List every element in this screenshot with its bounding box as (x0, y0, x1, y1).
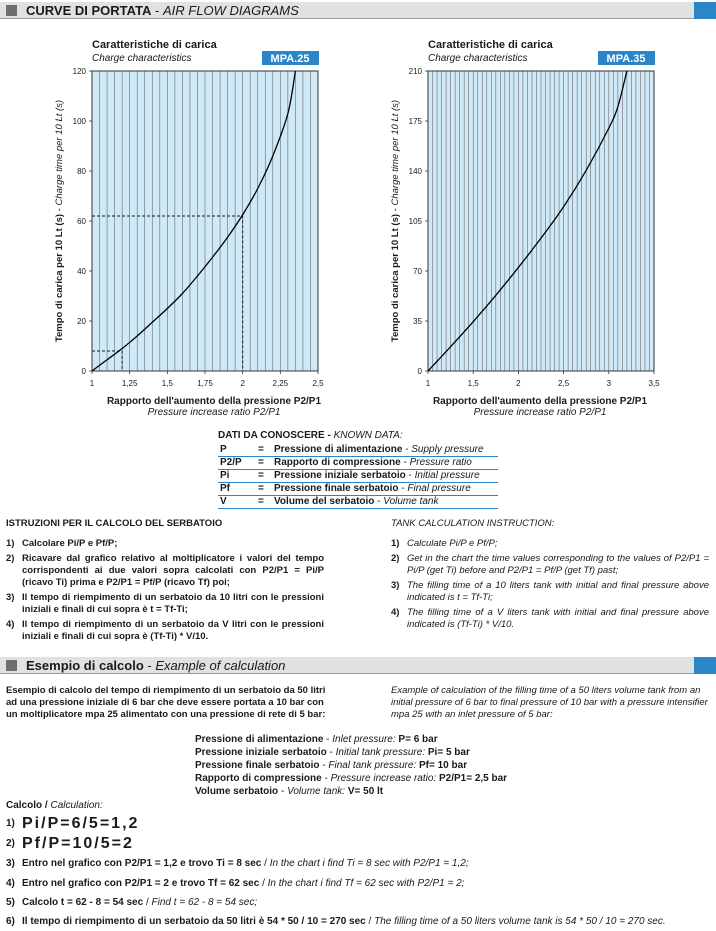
y-tick-label: 60 (77, 217, 86, 226)
example-data (195, 733, 507, 798)
y-tick-label: 70 (413, 267, 422, 276)
y-tick-label: 20 (77, 317, 86, 326)
chart-subtitle: Charge characteristics (428, 53, 528, 64)
known-row: P = Pressione di alimentazione - Supply pressure (218, 444, 498, 457)
example-data-row: Pressione iniziale serbatoio - Initial tank pressure: Pi= 5 bar (195, 747, 470, 758)
example-text-english: Example of calculation of the filling time of a 50 liters volume tank from an initial pressure of 6 bar to final pressure of 10 bar with a pressure intensifier mpa 25 with an inlet pressure of 5 bar: (391, 685, 708, 720)
instructions-english (391, 518, 709, 634)
y-tick-label: 0 (81, 367, 86, 376)
y-tick-label: 100 (72, 117, 86, 126)
known-row: V = Volume del serbatoio - Volume tank (218, 496, 498, 509)
x-tick-label: 2 (240, 379, 245, 388)
known-data-title: DATI DA CONOSCERE - KNOWN DATA: (218, 430, 403, 441)
instructions-title: TANK CALCULATION INSTRUCTION: (391, 518, 555, 529)
known-row: P2/P = Rapporto di compressione - Pressure ratio (218, 457, 498, 470)
accent-tab (694, 657, 716, 674)
x-tick-label: 1,75 (197, 379, 213, 388)
chart-mpa25 (40, 36, 370, 391)
y-tick-label: 105 (408, 217, 422, 226)
x-tick-label: 1 (425, 379, 431, 388)
x-tick-label: 1,5 (467, 379, 479, 388)
example-text-italian: Esempio di calcolo del tempo di riempimento di un serbatoio da 50 litri ad una pressione iniziale di 6 bar che deve essere portata a 10 bar con un moltiplicatore mpa 25 alimentato con una pressione di rete di 5 bar: (6, 685, 326, 720)
y-tick-label: 35 (413, 317, 422, 326)
calc-equation-2: 2) Pf/P=10/5=2 (6, 835, 134, 852)
example-data-row: Pressione finale serbatoio - Final tank pressure: Pf= 10 bar (195, 760, 468, 771)
chart-subtitle: Charge characteristics (92, 53, 192, 64)
x-tick-label: 3 (606, 379, 612, 388)
section-title: Esempio di calcolo - Example of calculation (26, 658, 286, 673)
x-tick-label: 1,5 (161, 379, 173, 388)
x-axis-label-chart1: Rapporto dell'aumento della pressione P2/P1 Pressure increase ratio P2/P1 (106, 396, 322, 418)
x-tick-label: 1,25 (121, 379, 138, 388)
x-axis-label-chart2: Rapporto dell'aumento della pressione P2/P1 Pressure increase ratio P2/P1 (432, 396, 648, 418)
y-tick-label: 40 (77, 267, 86, 276)
instruction-step: 3) The filling time of a 10 liters tank with initial and final pressure above indicated is t = Tf-Ti; (391, 580, 709, 603)
section-header-example (0, 657, 716, 674)
example-data-row: Pressione di alimentazione - Inlet pressure: P= 6 bar (195, 734, 438, 745)
chart-mpa35 (376, 36, 706, 391)
square-bullet-icon (6, 5, 17, 16)
section-title: CURVE DI PORTATA - AIR FLOW DIAGRAMS (26, 3, 299, 18)
square-bullet-icon (6, 660, 17, 671)
y-tick-label: 0 (417, 367, 422, 376)
instruction-step: 2) Ricavare dal grafico relativo al moltiplicatore i valori del tempo corrispondenti ai due valori sopra calcolati con P2/P1 = Pi/P (ricavo Ti) prima e P2/P1 = Pf/P (ricavo Tf) poi; (6, 553, 324, 588)
instructions-title: ISTRUZIONI PER IL CALCOLO DEL SERBATOIO (6, 518, 223, 529)
example-data-row: Rapporto di compressione - Pressure increase ratio: P2/P1= 2,5 bar (195, 773, 508, 784)
section-header-air-flow (0, 2, 716, 19)
known-data-table (218, 430, 498, 509)
y-tick-label: 140 (408, 167, 422, 176)
known-row: Pf = Pressione finale serbatoio - Final pressure (218, 483, 498, 496)
y-axis-label: Tempo di carica per 10 Lt (s) - Charge time per 10 Lt (s) (390, 99, 401, 343)
example-data-row: Volume serbatoio - Volume tank: V= 50 lt (195, 786, 384, 797)
known-row: Pi = Pressione iniziale serbatoio - Initial pressure (218, 470, 498, 483)
chart-badge-label: MPA.25 (270, 53, 310, 65)
x-tick-label: 2,25 (272, 379, 289, 388)
instruction-step: 4) Il tempo di riempimento di un serbatoio da V litri con le pressioni iniziali e finali di cui sopra è (Tf-Ti) * V/10. (6, 619, 324, 642)
y-tick-label: 175 (408, 117, 422, 126)
calculation-title: Calcolo / Calculation: (6, 800, 103, 811)
instruction-step: 1) Calcolare Pi/P e Pf/P; (6, 538, 118, 549)
y-tick-label: 120 (72, 67, 86, 76)
x-tick-label: 2,5 (558, 379, 570, 388)
chart-badge-label: MPA.35 (606, 53, 646, 65)
calc-equation-1: 1) Pi/P=6/5=1,2 (6, 815, 140, 832)
y-tick-label: 210 (408, 67, 422, 76)
x-tick-label: 2,5 (312, 379, 324, 388)
x-tick-label: 2 (516, 379, 521, 388)
calc-step: 6) Il tempo di riempimento di un serbatoio da 50 litri è 54 * 50 / 10 = 270 sec / The filling time of a 50 liters volume tank is 54 * 50 / 10 = 270 sec. (6, 916, 666, 927)
y-axis-label: Tempo di carica per 10 Lt (s) - Charge time per 10 Lt (s) (54, 99, 65, 343)
x-tick-label: 3,5 (648, 379, 660, 388)
calc-step: 5) Calcolo t = 62 - 8 = 54 sec / Find t = 62 - 8 = 54 sec; (6, 897, 258, 908)
instructions-italian (6, 518, 324, 646)
calc-step: 3) Entro nel grafico con P2/P1 = 1,2 e trovo Ti = 8 sec / In the chart i find Ti = 8 sec with P2/P1 = 1,2; (6, 858, 469, 869)
instruction-step: 3) Il tempo di riempimento di un serbatoio da 10 litri con le pressioni iniziali e finali di cui sopra è t = Tf-Ti; (6, 592, 324, 615)
instruction-step: 2) Get in the chart the time values corresponding to the values of P2/P1 = Pi/P (get Ti) before and P2/P1 = Pf/P (get Tf) past; (391, 553, 709, 576)
chart-title: Caratteristiche di carica (428, 39, 553, 51)
instruction-step: 4) The filling time of a V liters tank with initial and final pressure above indicated is (Tf-Ti) * V/10. (391, 607, 709, 630)
instruction-step: 1) Calculate Pi/P e Pf/P; (391, 538, 498, 549)
y-tick-label: 80 (77, 167, 86, 176)
x-tick-label: 1 (89, 379, 95, 388)
chart-title: Caratteristiche di carica (92, 39, 217, 51)
calc-step: 4) Entro nel grafico con P2/P1 = 2 e trovo Tf = 62 sec / In the chart i find Tf = 62 sec with P2/P1 = 2; (6, 878, 465, 889)
accent-tab (694, 2, 716, 19)
